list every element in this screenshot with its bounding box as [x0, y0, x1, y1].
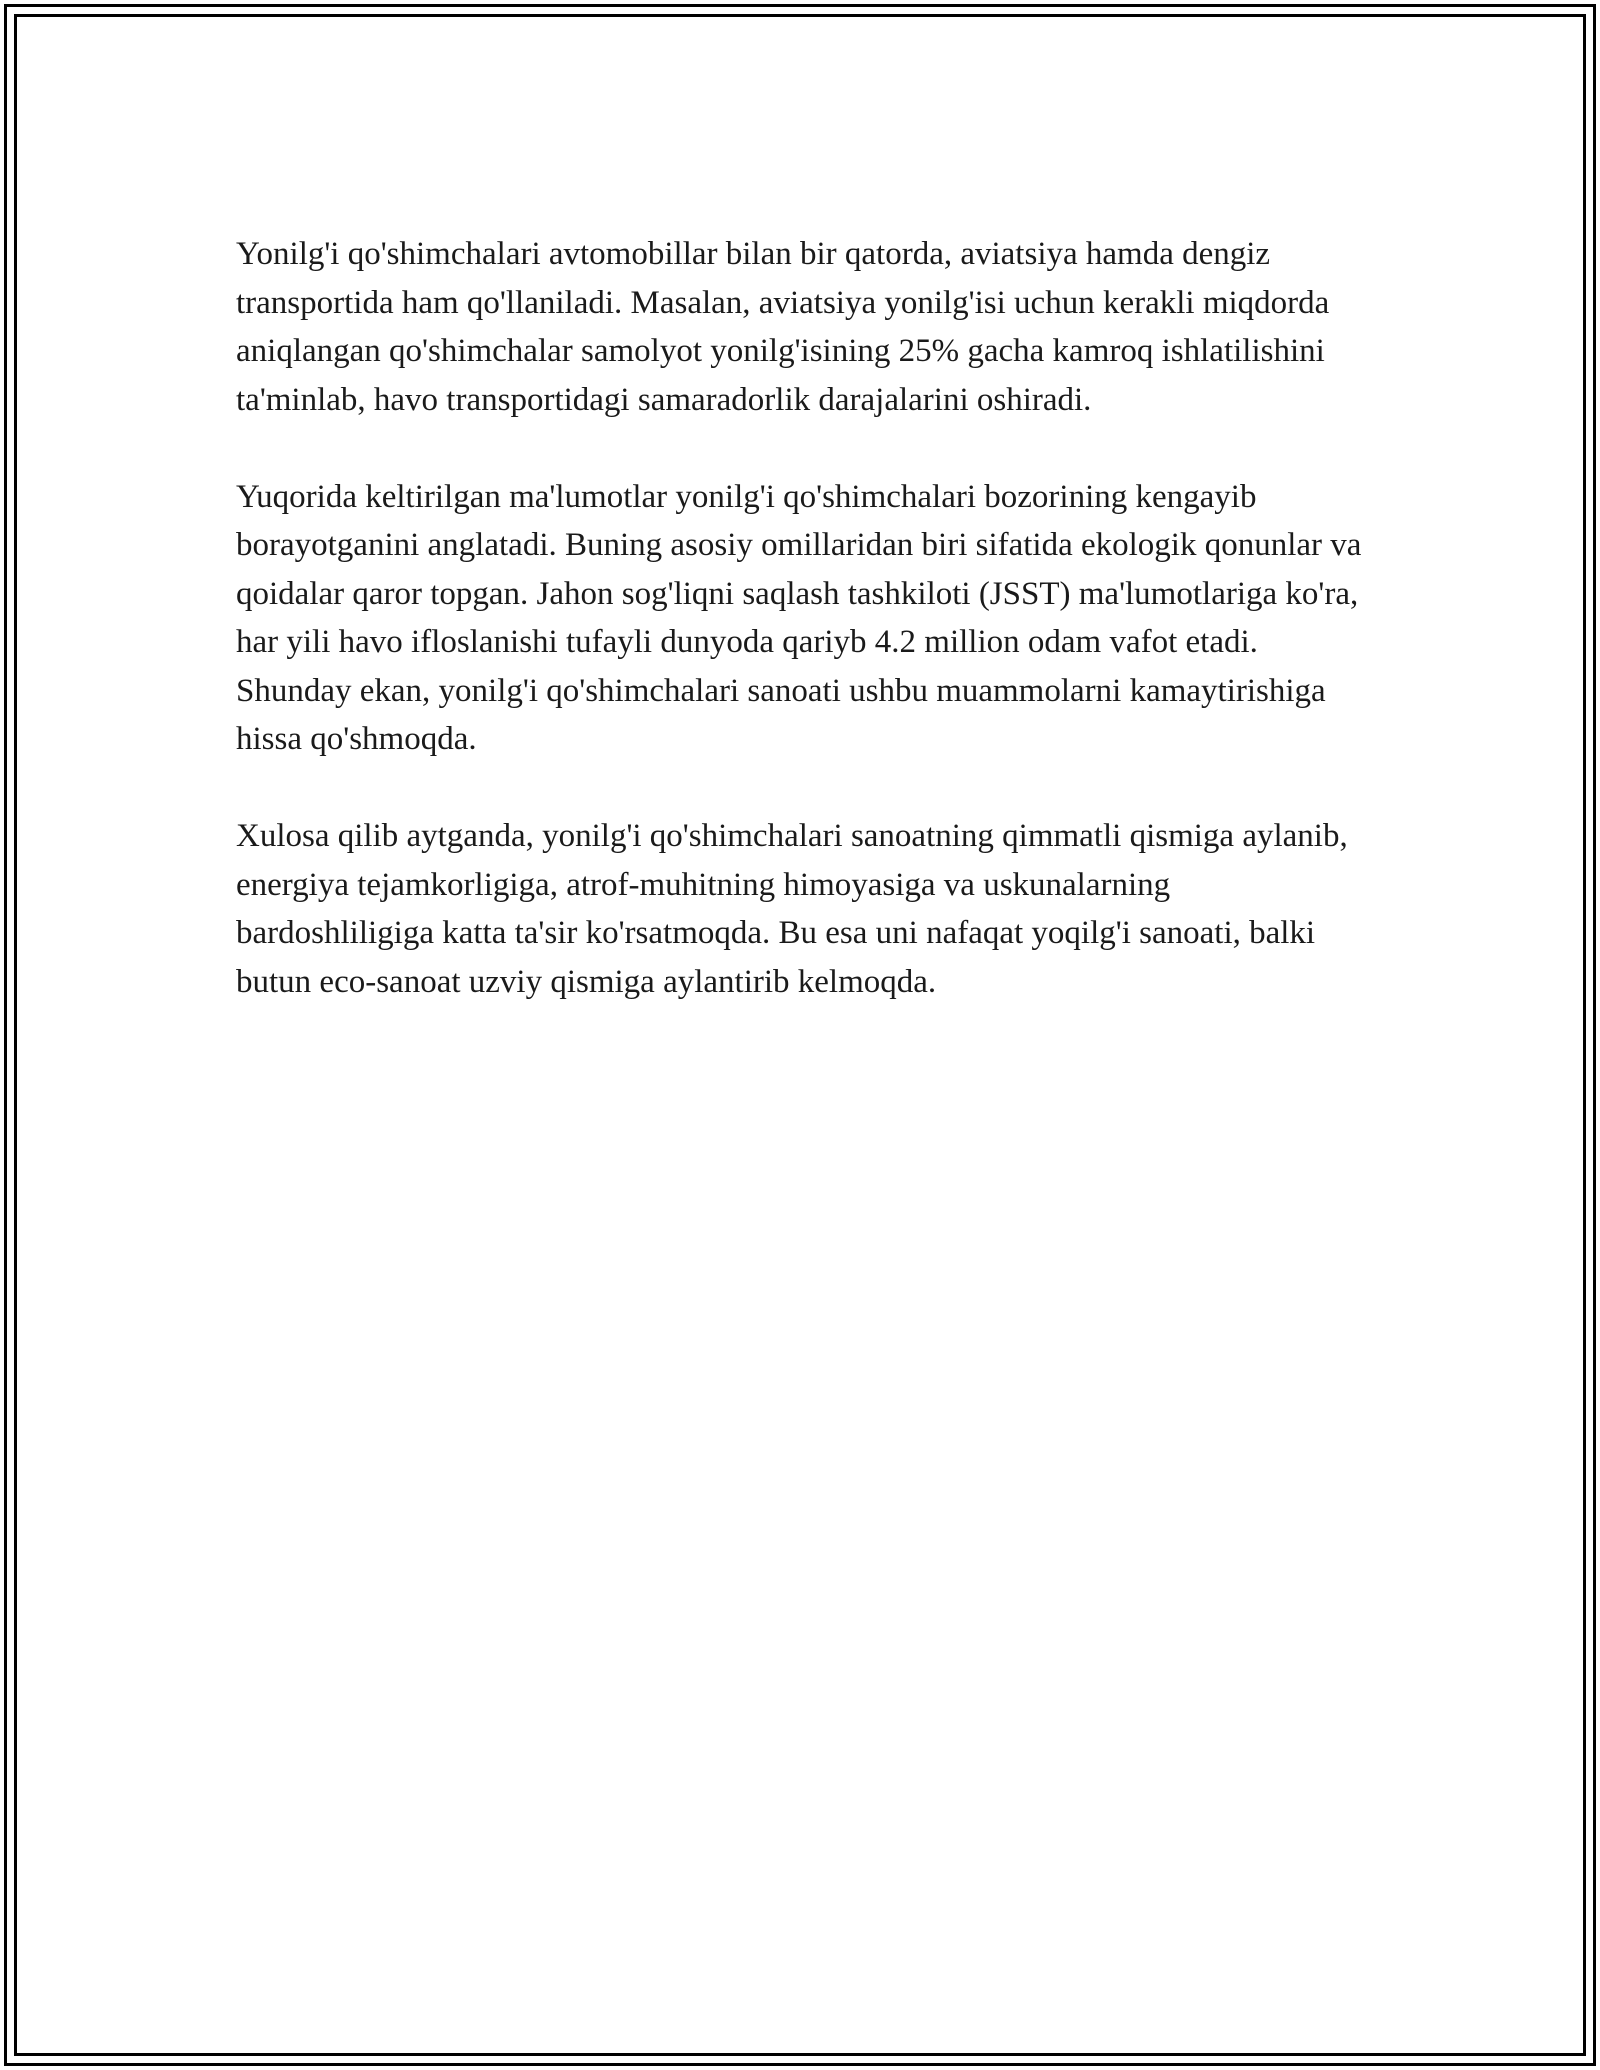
paragraph-3: Xulosa qilib aytganda, yonilg'i qo'shimchalari sanoatning qimmatli qismiga aylanib, energiya tejamkorligiga, atrof-muhitning himoyasiga va uskunalarning bardoshliligiga katta ta'sir ko'rsatmoqda. Bu esa uni nafaqat yoqilg'i sanoati, balki butun eco-sanoat uzviy qismiga aylantirib kelmoqda. [236, 818, 1348, 1000]
paragraph-1: Yonilg'i qo'shimchalari avtomobillar bilan bir qatorda, aviatsiya hamda dengiz transportida ham qo'llaniladi. Masalan, aviatsiya yonilg'isi uchun kerakli miqdorda aniqlangan qo'shimchalar samolyot yonilg'isining 25% gacha kamroq ishlatilishini ta'minlab, havo transportidagi samaradorlik darajalarini oshiradi. [236, 236, 1330, 418]
document-body [236, 230, 1366, 1055]
paragraph-2: Yuqorida keltirilgan ma'lumotlar yonilg'i qo'shimchalari bozorining kengayib borayotganini anglatadi. Buning asosiy omillaridan biri sifatida ekologik qonunlar va qoidalar qaror topgan. Jahon sog'liqni saqlash tashkiloti (JSST) ma'lumotlariga ko'ra, har yili havo ifloslanishi tufayli dunyoda qariyb 4.2 million odam vafot etadi. Shunday ekan, yonilg'i qo'shimchalari sanoati ushbu muammolarni kamaytirishiga hissa qo'shmoqda. [236, 478, 1362, 757]
